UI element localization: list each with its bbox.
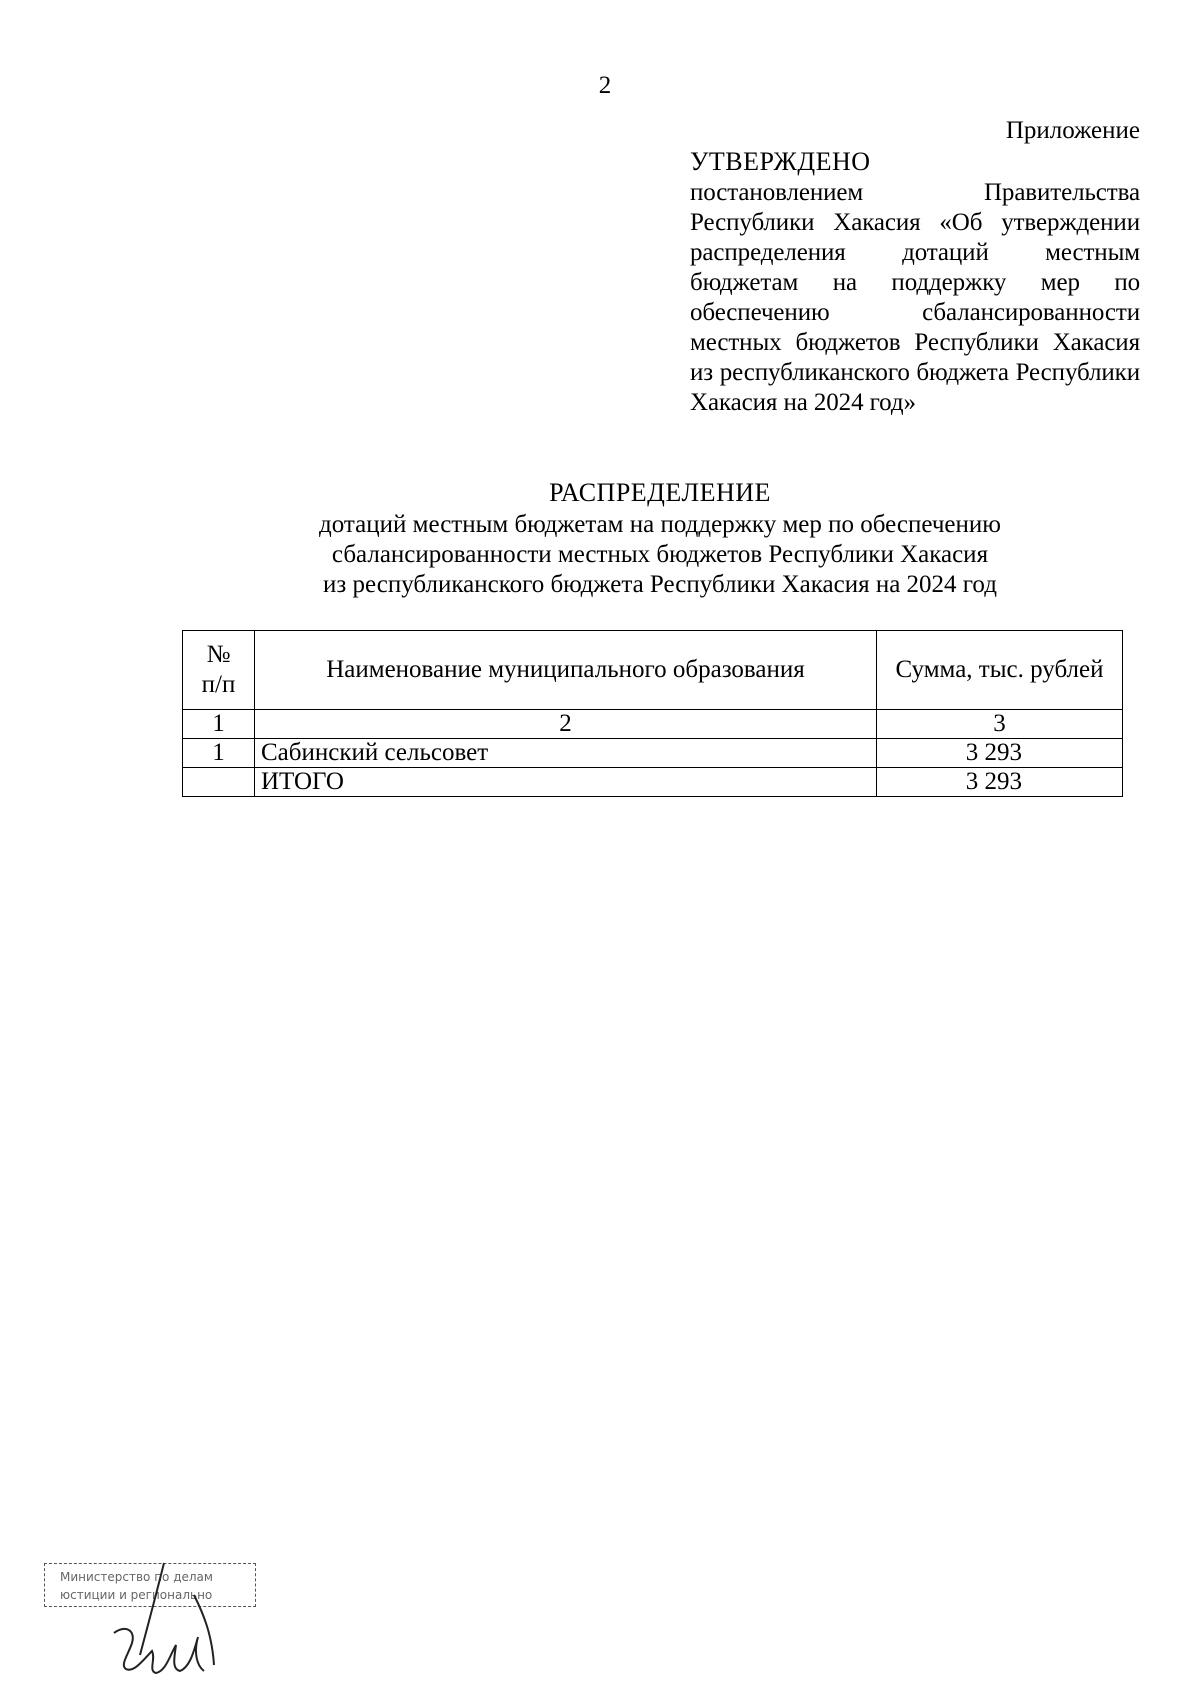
header-number-pp: п/п [201,671,236,698]
approval-block [690,116,1140,418]
column-number-1: 1 [183,710,255,739]
distribution-table [182,630,1123,797]
row-name: Сабинский сельсовет [255,739,877,768]
header-number [183,631,255,710]
signature-image [44,1555,254,1675]
approved-label: УТВЕРЖДЕНО [690,147,871,176]
table-header-row [183,631,1123,710]
header-sum: Сумма, тыс. рублей [877,631,1123,710]
document-heading [200,478,1120,600]
total-label: ИТОГО [255,768,877,797]
row-sum: 3 293 [877,739,1123,768]
page-number: 2 [598,72,612,99]
stamp-text-line-1: Министерство по делам [60,1570,213,1584]
heading-line-1: дотаций местным бюджетам на поддержку мер по обеспечению [319,511,1001,538]
total-sum: 3 293 [877,768,1123,797]
total-row [183,768,1123,797]
column-number-2: 2 [255,710,877,739]
table-row [183,739,1123,768]
column-numbers-row [183,710,1123,739]
approval-text: постановлением Правительства Республики Хакасия «Об утверждении распределения дотаций местным бюджетам на поддержку мер по обеспечению сбалансированности местных бюджетов Республики Хакасия из республиканского бюджета Республики Хакасия на 2024 год» [690,179,1140,416]
heading-title: РАСПРЕДЕЛЕНИЕ [549,478,771,507]
total-number [183,768,255,797]
stamp-and-signature [44,1555,254,1675]
heading-line-2: сбалансированности местных бюджетов Республики Хакасия [331,541,989,568]
stamp-text-line-2: юстиции и регионально [60,1588,213,1602]
appendix-label: Приложение [1005,117,1140,144]
header-name: Наименование муниципального образования [255,631,877,710]
heading-line-3: из республиканского бюджета Республики Хакасия на 2024 год [323,571,997,598]
header-number-symbol: № [206,641,231,668]
column-number-3: 3 [877,710,1123,739]
row-number: 1 [183,739,255,768]
